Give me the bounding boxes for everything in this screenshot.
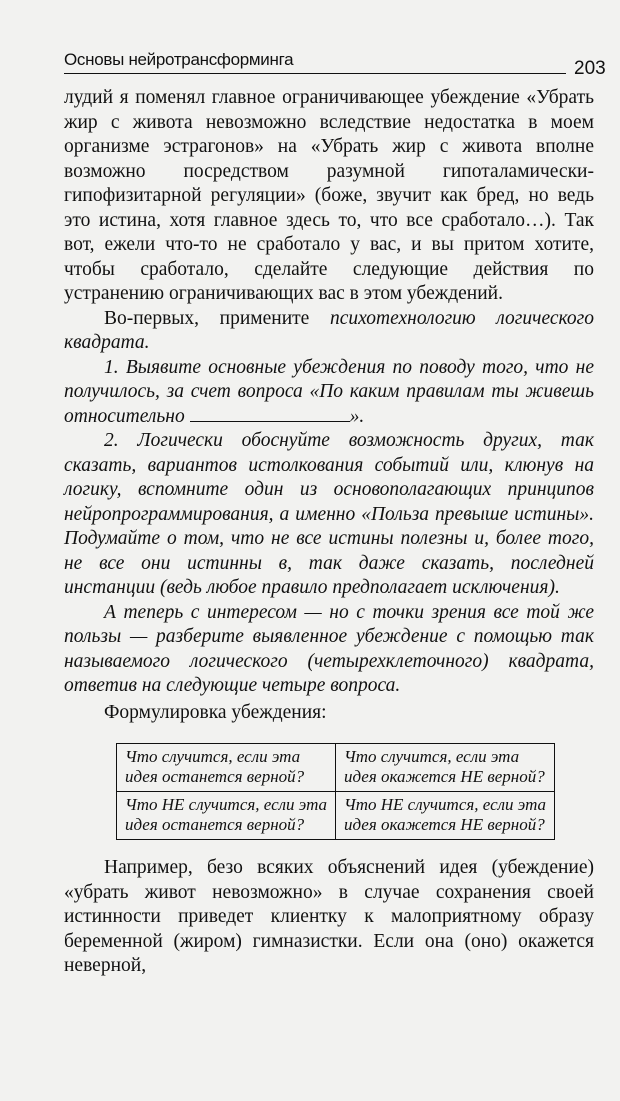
paragraph-3: [64, 356, 594, 430]
paragraph-2-term: психотехнологию логического квадрата.: [64, 307, 594, 353]
paragraph-2: [64, 307, 594, 356]
paragraph-3-end: ».: [349, 405, 365, 427]
table-cell: Что случится, если эта идея окажется НЕ верной?: [336, 744, 555, 792]
fill-in-blank: [190, 420, 350, 422]
paragraph-1: лудий я поменял главное ограничивающее убеждение «Убрать жир с живота невозможно вследствие недостатка в моем организме эстрагонов» на «Убрать жир с живота вполне возможно посредством разумной гипоталамически-гипофизитарной регуляции» (боже, звучит как бред, но ведь это истина, хотя главное здесь то, что все сработало…). Так вот, ежели что-то не сработало у вас, и вы притом хотите, чтобы сработало, сделайте следующие действия по устранению ограничивающих вас в этом убеждений.: [64, 87, 594, 304]
paragraph-2-lead: Во-первых, примените: [104, 307, 330, 329]
table-row: [117, 792, 555, 840]
table-cell: Что НЕ случится, если эта идея останется верной?: [117, 792, 336, 840]
paragraph-5: А теперь с интересом — но с точки зрения все той же пользы — разберите выявленное убеждение с помощью так называемого логического (четырехклеточного) квадрата, ответив на следующие четыре вопроса.: [64, 601, 594, 696]
running-title: Основы нейротрансформинга: [64, 50, 566, 74]
paragraph-6: Например, безо всяких объяснений идея (убеждение) «убрать живот невозможно» в случае сохранения своей истинности приведет клиентку к малоприятному образу беременной (жиром) гимназистки. Если она (оно) окажется неверной,: [64, 857, 594, 976]
page-body: [64, 86, 594, 979]
page-number: 203: [574, 58, 606, 79]
table-cell: Что НЕ случится, если эта идея окажется НЕ верной?: [336, 792, 555, 840]
table-row: [117, 744, 555, 792]
table-cell: Что случится, если эта идея останется верной?: [117, 744, 336, 792]
paragraph-3-start: 1. Выявите основные убеждения по поводу того, что не получилось, за счет вопроса «По каким правилам ты живешь относительно: [64, 356, 594, 427]
paragraph-4: 2. Логически обоснуйте возможность других, так сказать, вариантов истолкования событий или, клюнув на логику, вспомните один из основополагающих принципов нейропрограммирования, а именно «Польза превыше истины». Подумайте о том, что не все истины полезны и, более того, не все они истинны в, так даже сказать, последней инстанции (ведь любое правило предполагает исключения).: [64, 430, 594, 598]
logical-square-table: [116, 743, 555, 840]
table-caption: Формулировка убеждения:: [104, 701, 327, 723]
